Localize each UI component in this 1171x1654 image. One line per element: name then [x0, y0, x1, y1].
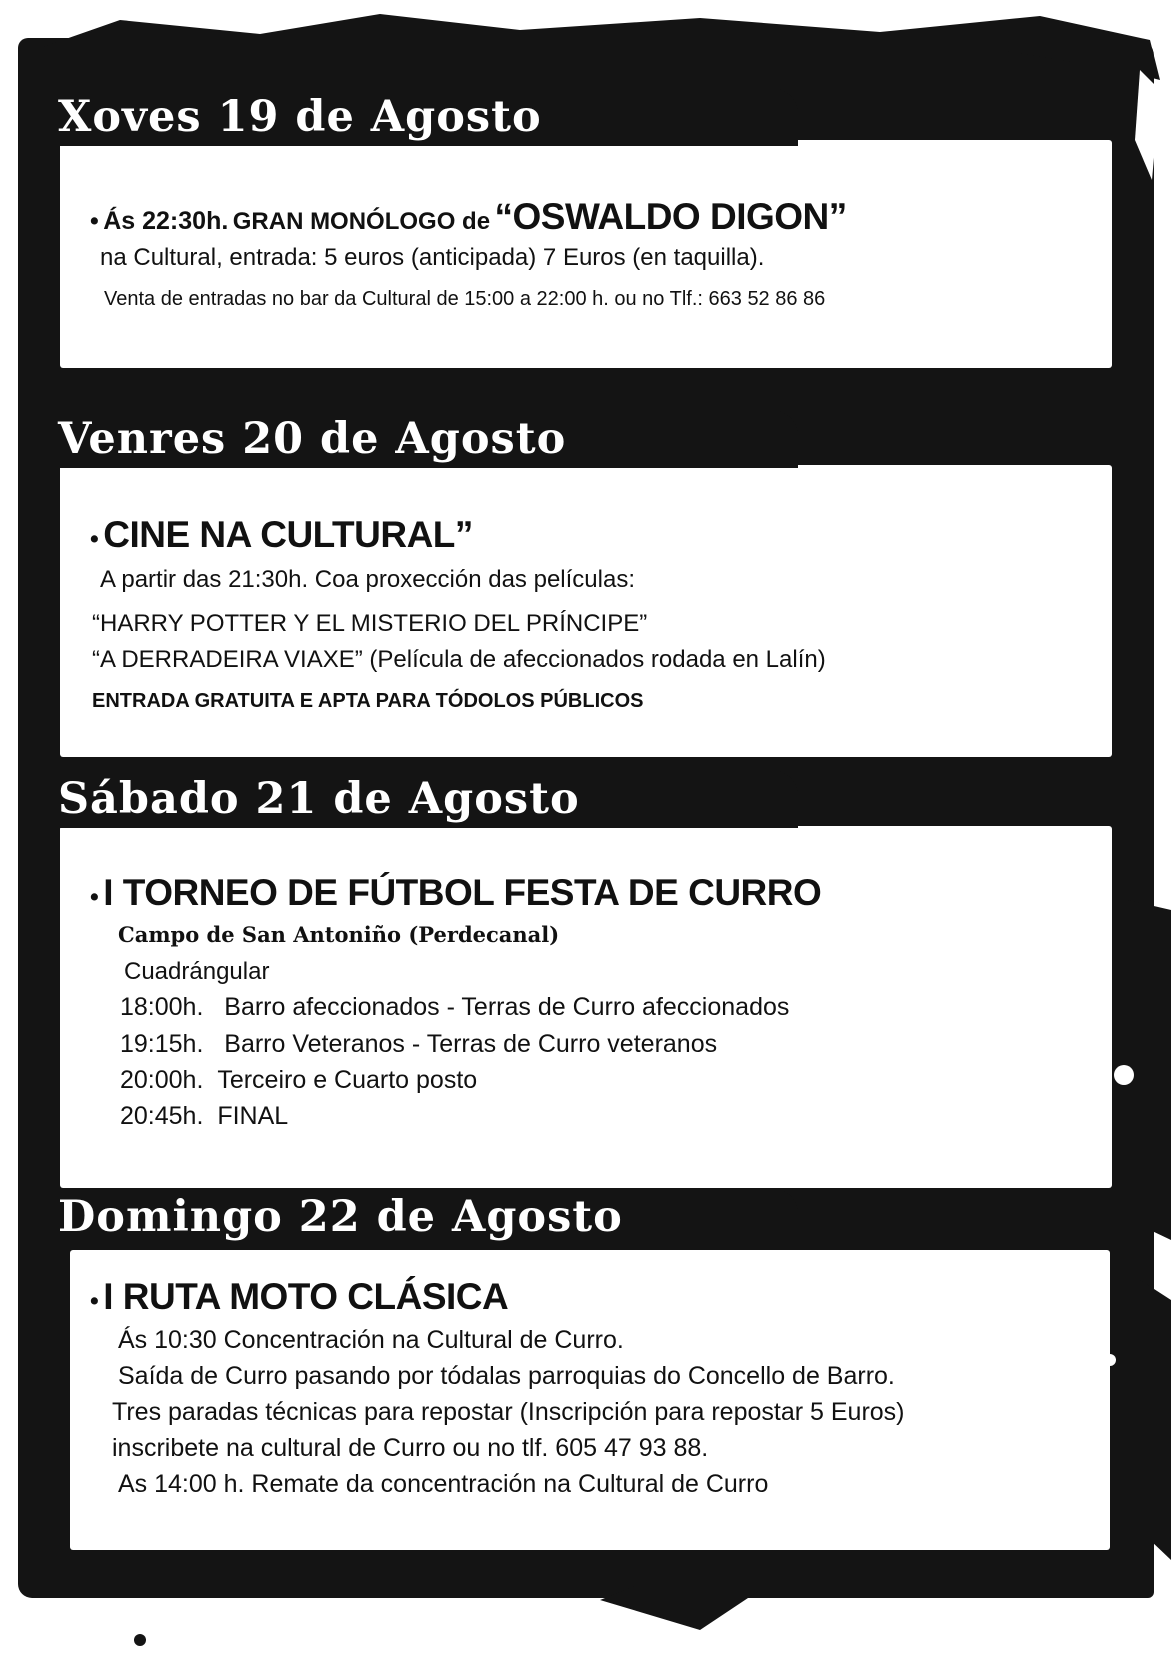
bullet: •	[90, 883, 99, 911]
day-3-header-text: Sábado 21 de Agosto	[58, 774, 580, 824]
day-3-format: Cuadrángular	[124, 958, 270, 985]
day-1-header	[30, 88, 798, 146]
day-2-header-text: Venres 20 de Agosto	[58, 414, 567, 464]
bullet: •	[90, 1287, 99, 1315]
day-3-title-line	[90, 872, 821, 914]
day-4-title-line	[90, 1276, 508, 1318]
day-1-event-label: GRAN MONÓLOGO de	[232, 208, 491, 235]
match-row	[120, 1102, 288, 1131]
match-row	[120, 993, 789, 1022]
match-desc: Barro afeccionados - Terras de Curro afeccionados	[224, 993, 790, 1021]
day-4-header	[30, 1188, 798, 1246]
day-1-event-name: “OSWALDO DIGON”	[494, 196, 847, 237]
day-4-line-4: inscribete na cultural de Curro ou no tlf. 605 47 93 88.	[112, 1434, 709, 1462]
day-2-title: CINE NA CULTURAL”	[103, 514, 473, 555]
match-row	[120, 1030, 717, 1059]
day-1-header-text: Xoves 19 de Agosto	[58, 92, 542, 142]
day-2-line-4: ENTRADA GRATUITA E APTA PARA TÓDOLOS PÚBLICOS	[92, 690, 644, 712]
day-1-line-3: Venta de entradas no bar da Cultural de 15:00 a 22:00 h. ou no Tlf.: 663 52 86 86	[104, 288, 826, 310]
day-4-title: I RUTA MOTO CLÁSICA	[103, 1276, 509, 1317]
day-2-title-line	[90, 514, 473, 556]
match-row	[120, 1066, 477, 1095]
match-desc: Barro Veteranos - Terras de Curro veteranos	[224, 1030, 718, 1058]
day-1-event-line	[90, 196, 847, 238]
day-1-line-2: na Cultural, entrada: 5 euros (anticipada) 7 Euros (en taquilla).	[100, 244, 765, 271]
match-time: 19:15h.	[120, 1030, 204, 1058]
match-desc: FINAL	[217, 1102, 289, 1130]
match-time: 18:00h.	[120, 993, 204, 1021]
day-2-line-3: “A DERRADEIRA VIAXE” (Película de afeccionados rodada en Lalín)	[92, 646, 826, 673]
day-2-header	[30, 410, 798, 468]
day-4-line-1: Ás 10:30 Concentración na Cultural de Curro.	[118, 1326, 624, 1354]
day-4-line-5: As 14:00 h. Remate da concentración na Cultural de Curro	[118, 1470, 769, 1498]
day-4-header-text: Domingo 22 de Agosto	[58, 1192, 623, 1242]
day-3-place: Campo de San Antoniño (Perdecanal)	[118, 922, 560, 947]
match-desc: Terceiro e Cuarto posto	[217, 1066, 478, 1094]
bullet: •	[90, 525, 99, 553]
day-1-time: Ás 22:30h.	[103, 207, 229, 235]
day-4-line-2: Saída de Curro pasando por tódalas parroquias do Concello de Barro.	[118, 1362, 895, 1390]
bullet: •	[90, 207, 99, 235]
day-3-header	[30, 770, 798, 828]
day-2-line-1: A partir das 21:30h. Coa proxección das películas:	[100, 566, 635, 593]
day-3-title: I TORNEO DE FÚTBOL FESTA DE CURRO	[103, 872, 822, 913]
day-2-line-2: “HARRY POTTER Y EL MISTERIO DEL PRÍNCIPE”	[92, 610, 648, 637]
match-time: 20:00h.	[120, 1066, 204, 1094]
day-4-line-3: Tres paradas técnicas para repostar (Inscripción para repostar 5 Euros)	[112, 1398, 905, 1426]
match-time: 20:45h.	[120, 1102, 204, 1130]
